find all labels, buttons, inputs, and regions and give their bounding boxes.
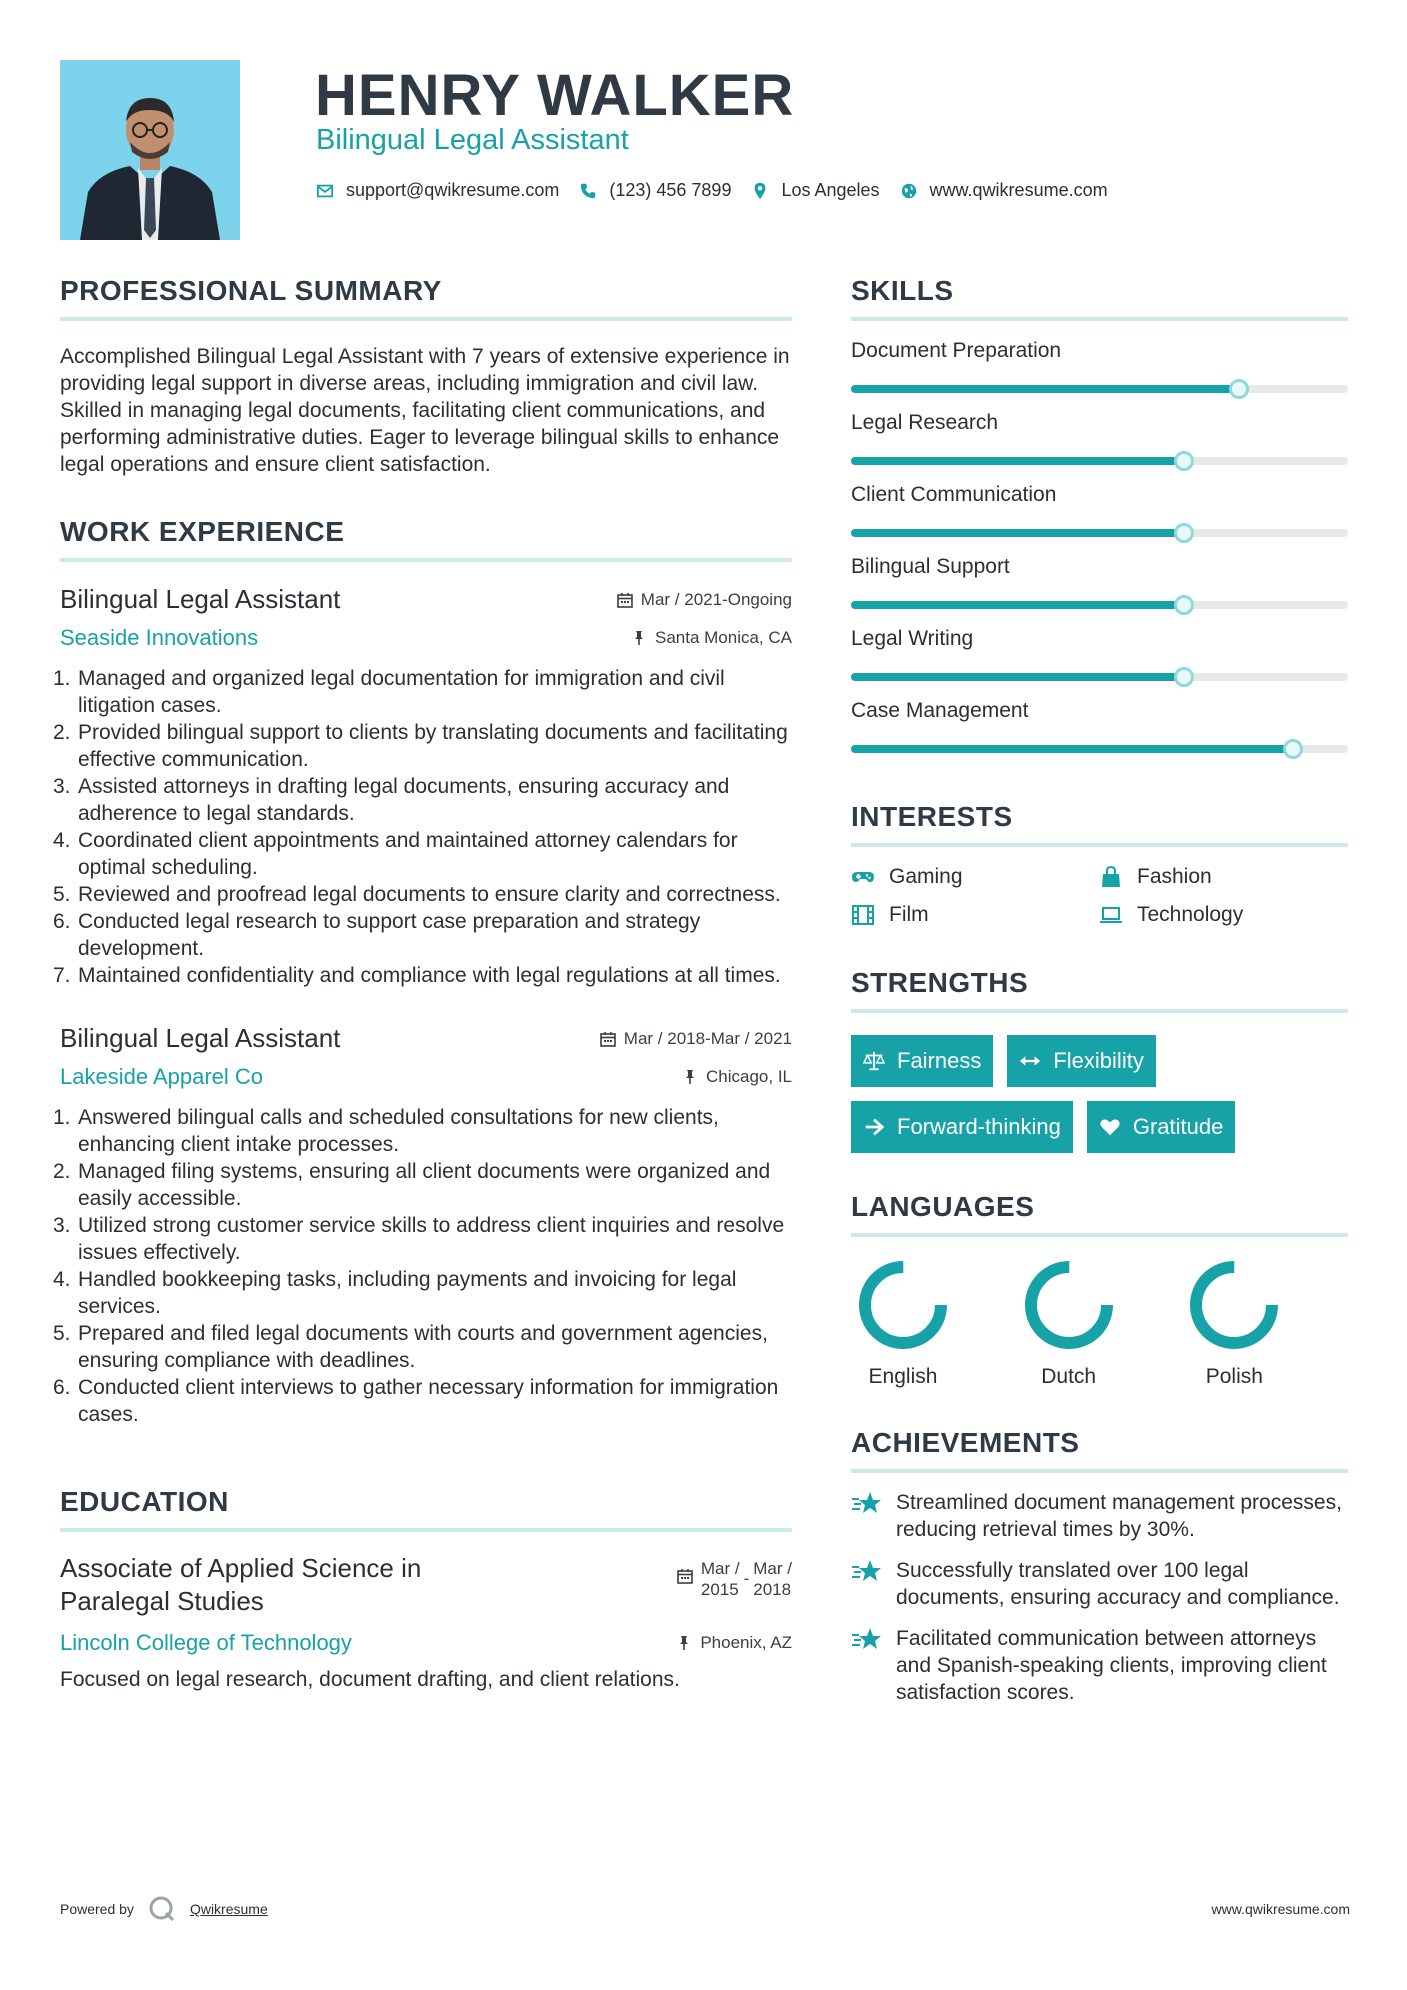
list-item: 3. Assisted attorneys in drafting legal documents, ensuring accuracy and adherence to legal standards.	[53, 775, 730, 825]
list-item: 1. Managed and organized legal documentation for immigration and civil litigation cases.	[53, 667, 725, 717]
skill-bar-knob	[1229, 379, 1249, 399]
interests-heading: INTERESTS	[851, 801, 1348, 847]
strength-chip	[851, 1035, 993, 1087]
skill-bar	[851, 385, 1348, 393]
education-heading: EDUCATION	[60, 1486, 792, 1532]
resume-header	[60, 60, 1350, 240]
achievements-heading: ACHIEVEMENTS	[851, 1427, 1348, 1473]
job-location	[631, 628, 792, 648]
language-label: Dutch	[1041, 1365, 1097, 1388]
skill-bar-fill	[851, 673, 1184, 681]
job-dates-text: Mar / 2021-Ongoing	[640, 590, 792, 609]
calendar-icon	[617, 592, 633, 608]
job-responsibilities	[53, 1104, 792, 1428]
globe-icon	[900, 182, 918, 200]
list-item: 3. Utilized strong customer service skills to address client inquiries and resolve issues effectively.	[53, 1214, 785, 1264]
achievements-list	[851, 1489, 1348, 1706]
date-separator: -	[743, 1569, 750, 1588]
school-name: Lincoln College of Technology	[60, 1630, 352, 1655]
star-icon	[851, 1627, 883, 1660]
star-icon	[851, 1559, 883, 1592]
strengths-list	[851, 1035, 1348, 1153]
summary-heading: PROFESSIONAL SUMMARY	[60, 275, 792, 321]
interest-item	[1099, 865, 1347, 889]
skill-bar-knob	[1174, 667, 1194, 687]
qwikresume-link[interactable]: Qwikresume	[189, 1901, 268, 1917]
language-progress-ring	[1188, 1259, 1280, 1351]
interest-label: Technology	[1137, 903, 1244, 926]
company-name: Seaside Innovations	[60, 625, 259, 650]
left-column	[53, 275, 792, 1693]
interest-item	[851, 865, 1099, 889]
contact-bar	[316, 180, 1128, 201]
email-text: support@qwikresume.com	[346, 180, 560, 200]
arrows-horizontal-icon	[1019, 1050, 1041, 1072]
person-portrait-icon	[60, 60, 240, 240]
job-entry	[53, 1023, 792, 1428]
calendar-icon	[677, 1568, 693, 1584]
achievement-item	[851, 1489, 1348, 1543]
education-dates	[677, 1558, 792, 1600]
gamepad-icon	[851, 865, 889, 889]
contact-email[interactable]	[316, 180, 559, 201]
strength-chip	[1087, 1101, 1236, 1153]
school-location	[676, 1633, 792, 1653]
skill-bar-knob	[1174, 451, 1194, 471]
strength-label: Flexibility	[1053, 1048, 1144, 1073]
strength-label: Forward-thinking	[897, 1114, 1061, 1139]
heart-icon	[1099, 1116, 1121, 1138]
language-item	[1017, 1259, 1183, 1389]
job-responsibilities	[53, 665, 792, 989]
job-location-text: Chicago, IL	[706, 1067, 792, 1086]
skill-row	[851, 555, 1348, 609]
language-progress-ring	[1023, 1259, 1115, 1351]
list-item: 5. Prepared and filed legal documents with courts and government agencies, ensuring compliance with deadlines.	[53, 1322, 768, 1372]
list-item: 5. Reviewed and proofread legal documents to ensure clarity and correctness.	[53, 883, 781, 906]
degree-title: Associate of Applied Science in Paralegal Studies	[60, 1553, 422, 1616]
skill-bar	[851, 745, 1348, 753]
job-title: Bilingual Legal Assistant	[60, 1023, 341, 1053]
balance-scale-icon	[863, 1050, 885, 1072]
start-date: Mar / 2015	[700, 1559, 740, 1599]
strength-chip	[851, 1101, 1073, 1153]
star-icon	[851, 1491, 883, 1524]
skill-bar-knob	[1174, 595, 1194, 615]
interest-label: Gaming	[889, 865, 963, 888]
job-location	[682, 1067, 792, 1087]
interest-item	[1099, 903, 1347, 927]
language-progress-ring	[857, 1259, 949, 1351]
list-item: 7. Maintained confidentiality and compliance with legal regulations at all times.	[53, 964, 781, 987]
envelope-icon	[316, 182, 334, 200]
interest-label: Film	[889, 903, 929, 926]
contact-website[interactable]	[900, 180, 1108, 201]
languages-list	[851, 1259, 1348, 1389]
strengths-heading: STRENGTHS	[851, 967, 1348, 1013]
achievement-text: Facilitated communication between attorneys and Spanish-speaking clients, improving client satisfaction scores.	[896, 1627, 1327, 1704]
map-pin-icon	[751, 182, 769, 200]
qwikresume-logo-icon	[148, 1895, 176, 1923]
skill-bar	[851, 457, 1348, 465]
skill-label: Legal Writing	[851, 627, 974, 650]
profile-photo	[60, 60, 240, 240]
skills-heading: SKILLS	[851, 275, 1348, 321]
arrow-right-icon	[863, 1116, 885, 1138]
contact-phone[interactable]	[579, 180, 731, 201]
achievement-text: Streamlined document management processes, reducing retrieval times by 30%.	[896, 1491, 1342, 1541]
skill-bar-fill	[851, 529, 1184, 537]
skill-row	[851, 627, 1348, 681]
skill-row	[851, 699, 1348, 753]
strength-label: Gratitude	[1132, 1114, 1224, 1139]
achievement-item	[851, 1557, 1348, 1611]
strength-label: Fairness	[897, 1048, 982, 1073]
language-label: Polish	[1205, 1365, 1263, 1388]
skill-label: Legal Research	[851, 411, 999, 434]
interest-item	[851, 903, 1099, 927]
skill-label: Bilingual Support	[851, 555, 1010, 578]
job-location-text: Santa Monica, CA	[654, 628, 792, 647]
powered-by	[60, 1895, 268, 1923]
skill-label: Client Communication	[851, 483, 1057, 506]
list-item: 1. Answered bilingual calls and scheduled consultations for new clients, enhancing client intake processes.	[53, 1106, 719, 1156]
job-dates	[617, 590, 792, 610]
list-item: 4. Coordinated client appointments and maintained attorney calendars for optimal scheduling.	[53, 829, 738, 879]
skill-bar-fill	[851, 601, 1184, 609]
skill-bar-fill	[851, 745, 1293, 753]
strength-chip	[1007, 1035, 1155, 1087]
interests-grid	[851, 865, 1348, 927]
right-column	[851, 275, 1348, 1720]
shopping-bag-icon	[1099, 865, 1137, 889]
pushpin-icon	[631, 630, 647, 646]
skill-bar-fill	[851, 385, 1239, 393]
summary-text: Accomplished Bilingual Legal Assistant with 7 years of extensive experience in providing legal support in diverse areas, including immigration and civil law. Skilled in managing legal documents, facilitating client communications, and performing administrative duties. Eager to leverage bilingual skills to enhance legal operations and ensure client satisfaction.	[60, 345, 790, 476]
skill-bar	[851, 601, 1348, 609]
job-title: Bilingual Legal Assistant	[60, 584, 341, 614]
page-footer	[60, 1895, 1350, 1923]
laptop-icon	[1099, 903, 1137, 927]
list-item: 2. Managed filing systems, ensuring all client documents were organized and easily accessible.	[53, 1160, 771, 1210]
contact-location	[751, 180, 879, 201]
experience-heading: WORK EXPERIENCE	[60, 516, 792, 562]
footer-website[interactable]: www.qwikresume.com	[1211, 1901, 1350, 1917]
skill-row	[851, 483, 1348, 537]
skill-label: Case Management	[851, 699, 1029, 722]
candidate-role: Bilingual Legal Assistant	[316, 124, 629, 156]
skills-list	[851, 339, 1348, 753]
pushpin-icon	[676, 1635, 692, 1651]
website-text: www.qwikresume.com	[929, 180, 1108, 200]
education-description: Focused on legal research, document drafting, and client relations.	[60, 1668, 680, 1691]
calendar-icon	[600, 1031, 616, 1047]
list-item: 4. Handled bookkeeping tasks, including payments and invoicing for legal services.	[53, 1268, 737, 1318]
language-label: English	[868, 1365, 938, 1388]
job-dates-text: Mar / 2018-Mar / 2021	[623, 1029, 792, 1048]
candidate-name: HENRY WALKER	[315, 63, 795, 128]
skill-row	[851, 339, 1348, 393]
powered-by-label: Powered by	[60, 1901, 134, 1917]
phone-text: (123) 456 7899	[609, 180, 732, 200]
skill-label: Document Preparation	[851, 339, 1062, 362]
skill-bar-fill	[851, 457, 1184, 465]
interest-label: Fashion	[1137, 865, 1212, 888]
languages-heading: LANGUAGES	[851, 1191, 1348, 1237]
skill-bar-knob	[1174, 523, 1194, 543]
achievement-item	[851, 1625, 1348, 1706]
end-date: Mar / 2018	[753, 1559, 792, 1599]
achievement-text: Successfully translated over 100 legal documents, ensuring accuracy and compliance.	[896, 1559, 1340, 1609]
list-item: 2. Provided bilingual support to clients by translating documents and facilitating effective communication.	[53, 721, 788, 771]
skill-bar	[851, 529, 1348, 537]
film-icon	[851, 903, 889, 927]
language-item	[851, 1259, 1017, 1389]
skill-row	[851, 411, 1348, 465]
job-dates	[600, 1029, 792, 1049]
list-item: 6. Conducted client interviews to gather necessary information for immigration cases.	[53, 1376, 779, 1426]
job-entry	[53, 584, 792, 989]
skill-bar	[851, 673, 1348, 681]
school-location-text: Phoenix, AZ	[700, 1633, 792, 1652]
company-name: Lakeside Apparel Co	[60, 1064, 264, 1089]
phone-icon	[579, 182, 597, 200]
education-entry	[60, 1552, 792, 1693]
list-item: 6. Conducted legal research to support case preparation and strategy development.	[53, 910, 701, 960]
pushpin-icon	[682, 1069, 698, 1085]
location-text: Los Angeles	[781, 180, 880, 200]
language-item	[1182, 1259, 1348, 1389]
skill-bar-knob	[1283, 739, 1303, 759]
